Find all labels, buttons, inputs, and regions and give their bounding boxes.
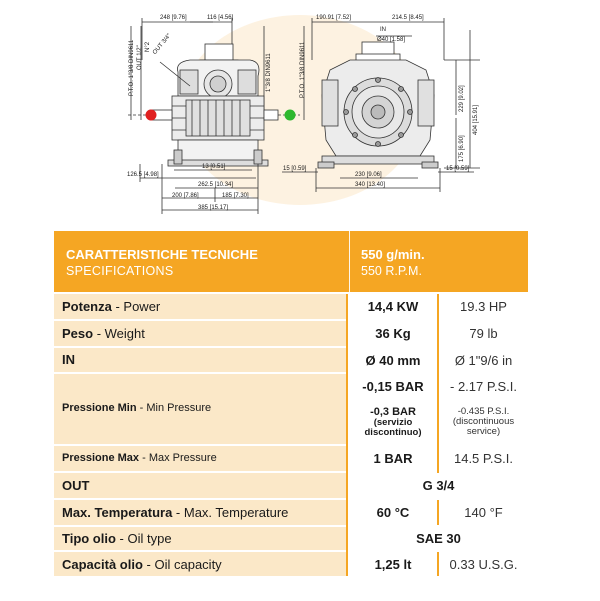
header-rpm-en: 550 R.P.M. (361, 264, 422, 278)
in-port-red (146, 110, 156, 120)
minpress-imperial-2a: -0.435 P.S.I. (457, 406, 510, 417)
label-capacity-it: Capacità olio (62, 557, 143, 572)
label-minpress-it: Pressione Min (62, 402, 137, 414)
dim-404: 404 [15.91] (473, 104, 479, 135)
header-title-en: SPECIFICATIONS (66, 264, 174, 278)
weight-imperial: 79 lb (439, 321, 528, 346)
dim-15-left: 15 [0.59] (283, 166, 307, 172)
label-pto-left: P.T.O. 1"3/8 DIN9611 (129, 39, 135, 96)
minpress-metric-1: -0,15 BAR (349, 374, 437, 398)
capacity-imperial: 0.33 U.S.G. (439, 552, 528, 576)
in-metric: Ø 40 mm (349, 348, 437, 372)
pump-drawing-svg (0, 0, 600, 222)
label-maxpress-it: Pressione Max (62, 452, 140, 464)
dim-229: 229 [9.02] (459, 85, 465, 112)
minpress-imperial-2c: service) (466, 426, 501, 437)
table-header (54, 231, 528, 292)
dim-in-diameter: Ø40 [1.58] (377, 37, 406, 43)
label-out: OUT (62, 478, 90, 493)
label-maxpress-en: Max Pressure (148, 452, 217, 464)
row-label-weight: Peso - Weight (54, 321, 346, 346)
temp-metric: 60 °C (349, 500, 437, 525)
out-port-green (285, 110, 295, 120)
minpress-imperial-2 (439, 400, 528, 444)
dim-116: 116 [4.56] (207, 15, 234, 21)
oil-type-value: SAE 30 (349, 527, 528, 550)
row-label-min-pressure: Pressione Min - Min Pressure (54, 374, 346, 444)
label-in: IN (62, 352, 75, 367)
label-power-it: Potenza (62, 299, 112, 314)
out-value: G 3/4 (349, 473, 528, 498)
label-oil-it: Tipo olio (62, 531, 116, 546)
minpress-imperial-2b: (discontinuous (452, 416, 515, 427)
label-temp-en: Max. Temperature (183, 505, 289, 520)
dim-190: 190.91 [7.52] (316, 15, 352, 21)
label-weight-it: Peso (62, 326, 94, 341)
dim-340: 340 [13.40] (355, 182, 386, 188)
row-label-temperature: Max. Temperatura - Max. Temperature (54, 500, 346, 525)
dim-214: 214.5 [8.45] (392, 15, 424, 21)
power-metric: 14,4 KW (349, 294, 437, 319)
dim-126: 126.5 [4.98] (127, 172, 159, 178)
dim-175: 175 [6.90] (459, 135, 465, 162)
minpress-metric-2c: discontinuo) (364, 427, 422, 438)
label-pto-right: P.T.O. 1"3/8 DIN9611 (300, 41, 306, 98)
label-weight-en: Weight (104, 326, 145, 341)
label-in: IN (380, 27, 386, 33)
dim-385: 385 [15.17] (198, 205, 229, 211)
dim-248: 248 [9.76] (160, 15, 187, 21)
row-label-oil-capacity: Capacità olio - Oil capacity (54, 552, 346, 576)
column-divider-mid-capacity (437, 552, 439, 576)
dim-15-right: 15 [0.59] (446, 166, 470, 172)
minpress-metric-2b: (servizio (373, 417, 413, 428)
header-title-it: CARATTERISTICHE TECNICHE (66, 247, 258, 262)
column-divider-left (346, 294, 348, 576)
technical-drawing (0, 0, 600, 222)
power-imperial: 19.3 HP (439, 294, 528, 319)
label-temp-it: Max. Temperatura (62, 505, 173, 520)
capacity-metric: 1,25 lt (349, 552, 437, 576)
label-oil-en: Oil type (127, 531, 172, 546)
weight-metric: 36 Kg (349, 321, 437, 346)
dim-200: 200 [7.86] (172, 193, 199, 199)
minpress-metric-2 (349, 400, 437, 444)
column-divider-mid-upper (437, 294, 439, 473)
dim-230: 230 [9.06] (355, 172, 382, 178)
dim-13: 13 [0.51] (202, 164, 226, 170)
row-label-in (54, 348, 346, 372)
label-capacity-en: Oil capacity (154, 557, 222, 572)
minpress-imperial-1: - 2.17 P.S.I. (439, 374, 528, 398)
row-label-max-pressure: Pressione Max - Max Pressure (54, 446, 346, 471)
row-label-power: Potenza - Power (54, 294, 346, 319)
label-out-three-quarter: OUT 3/4" (152, 33, 173, 56)
label-minpress-en: Min Pressure (146, 402, 212, 414)
temp-imperial: 140 °F (439, 500, 528, 525)
label-out-half: OUT 1/2" (137, 45, 143, 70)
dim-262: 262.5 [10.34] (198, 182, 234, 188)
dim-185: 185 [7.30] (222, 193, 249, 199)
label-n2: N°2 (145, 41, 151, 52)
row-label-oil-type: Tipo olio - Oil type (54, 527, 346, 550)
in-imperial: Ø 1"9/6 in (439, 348, 528, 372)
specifications-table (54, 231, 528, 576)
maxpress-imperial: 14.5 P.S.I. (439, 446, 528, 471)
column-divider-mid-temp (437, 500, 439, 525)
label-power-en: Power (123, 299, 161, 314)
maxpress-metric: 1 BAR (349, 446, 437, 471)
header-rpm-it: 550 g/min. (361, 247, 425, 262)
row-label-out (54, 473, 346, 498)
minpress-metric-2a: -0,3 BAR (370, 406, 416, 418)
header-divider (349, 231, 350, 292)
label-din-right: 1"3/8 DIN9611 (266, 53, 272, 92)
